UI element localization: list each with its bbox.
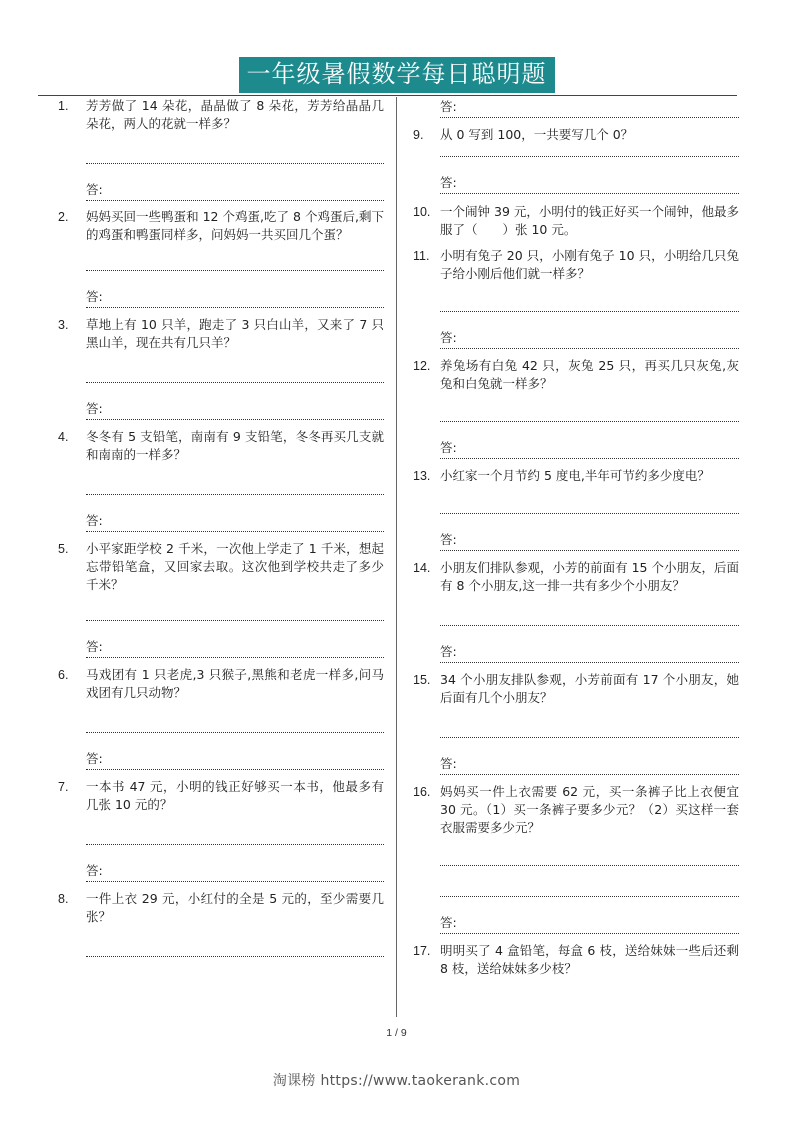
question-number: 13. [413,469,431,483]
question-number: 17. [413,944,431,958]
answer-label: 答: [86,289,103,304]
answer-line[interactable] [440,348,739,349]
answer-line[interactable] [86,494,384,495]
answer-label: 答: [86,182,103,197]
question-text: 小平家距学校 2 千米，一次他上学走了 1 千米，想起忘带铅笔盒，又回家去取。这次他到学校共走了多少千米？ [86,541,384,592]
right-column [409,97,739,978]
question-number: 8. [58,892,69,906]
question-text: 小明有兔子 20 只，小刚有兔子 10 只，小明给几只兔子给小刚后他们就一样多？ [440,248,739,281]
question-11 [409,247,739,283]
question-16 [409,783,739,837]
answer-line[interactable] [86,270,384,271]
question-text: 芳芳做了 14 朵花，晶晶做了 8 朵花，芳芳给晶晶几朵花，两人的花就一样多？ [86,98,384,131]
answer-line[interactable] [86,163,384,164]
answer-label: 答: [86,513,103,528]
question-3 [38,316,384,352]
question-text: 妈妈买一件上衣需要 62 元，买一条裤子比上衣便宜 30 元。（1）买一条裤子要多少元？（2）买这样一套衣服需要多少元？ [440,784,739,835]
question-text: 妈妈买回一些鸭蛋和 12 个鸡蛋,吃了 8 个鸡蛋后,剩下的鸡蛋和鸭蛋同样多，问妈妈一共买回几个蛋？ [86,209,384,242]
question-text: 明明买了 4 盒铅笔，每盒 6 枝，送给妹妹一些后还剩 8 枝，送给妹妹多少枝？ [440,943,739,976]
question-number: 3. [58,318,69,332]
answer-line[interactable] [440,421,739,422]
question-text: 从 0 写到 100，一共要写几个 0？ [440,127,634,142]
title-rule [38,95,737,96]
question-number: 16. [413,785,431,799]
answer-line[interactable] [440,625,739,626]
question-number: 6. [58,668,69,682]
question-13 [409,467,739,485]
question-text: 一件上衣 29 元，小红付的全是 5 元的，至少需要几张？ [86,891,384,924]
question-5 [38,540,384,594]
answer-line[interactable] [440,662,739,663]
question-text: 一本书 47 元，小明的钱正好够买一本书，他最多有几张 10 元的？ [86,779,384,812]
answer-line[interactable] [440,896,739,897]
question-text: 养兔场有白兔 42 只，灰兔 25 只，再买几只灰兔,灰兔和白兔就一样多？ [440,358,739,391]
answer-line[interactable] [86,732,384,733]
answer-line[interactable] [86,531,384,532]
question-2 [38,208,384,244]
question-9 [409,126,739,144]
answer-label: 答: [440,756,457,771]
question-number: 15. [413,673,431,687]
question-12 [409,357,739,393]
answer-line[interactable] [86,419,384,420]
question-number: 2. [58,210,69,224]
question-number: 1. [58,99,69,113]
answer-label: 答: [86,639,103,654]
answer-line[interactable] [86,769,384,770]
question-4 [38,428,384,464]
answer-label: 答: [440,175,457,190]
answer-line[interactable] [440,865,739,866]
title-wrap [0,57,793,93]
question-text: 34 个小朋友排队参观，小芳前面有 17 个小朋友，她后面有几个小朋友？ [440,672,739,705]
answer-label: 答: [440,644,457,659]
question-number: 7. [58,780,69,794]
left-column [38,97,384,957]
answer-line[interactable] [86,620,384,621]
answer-label: 答: [86,401,103,416]
answer-label: 答: [440,915,457,930]
question-number: 5. [58,542,69,556]
question-10 [409,203,739,239]
question-17 [409,942,739,978]
question-text: 冬冬有 5 支铅笔，南南有 9 支铅笔，冬冬再买几支就和南南的一样多？ [86,429,384,462]
question-text: 一个闹钟 39 元，小明付的钱正好买一个闹钟，他最多服了（ ）张 10 元。 [440,204,739,237]
answer-label: 答: [440,440,457,455]
question-text: 小朋友们排队参观，小芳的前面有 15 个小朋友，后面有 8 个小朋友,这一排一共有多少个小朋友？ [440,560,739,593]
answer-line[interactable] [440,550,739,551]
question-14 [409,559,739,595]
footer-watermark: 淘课榜 https://www.taokerank.com [272,1073,521,1089]
answer-line[interactable] [440,193,739,194]
question-number: 11. [413,249,430,263]
question-number: 14. [413,561,431,575]
question-number: 9. [413,128,424,142]
answer-label: 答: [440,99,457,114]
column-divider [396,97,397,1017]
question-number: 12. [413,359,431,373]
question-8 [38,890,384,926]
page-title: 一年级暑假数学每日聪明题 [239,57,555,93]
question-7 [38,778,384,814]
answer-line[interactable] [440,737,739,738]
page-number: 1 / 9 [386,1027,407,1039]
answer-label: 答: [86,863,103,878]
answer-line[interactable] [86,657,384,658]
answer-line[interactable] [440,774,739,775]
answer-line[interactable] [440,117,739,118]
question-text: 马戏团有 1 只老虎,3 只猴子,黑熊和老虎一样多,问马戏团有几只动物？ [86,667,384,700]
answer-label: 答: [440,330,457,345]
question-15 [409,671,739,707]
answer-line[interactable] [440,458,739,459]
answer-line[interactable] [440,311,739,312]
answer-line[interactable] [86,881,384,882]
question-1 [38,97,384,133]
answer-line[interactable] [86,382,384,383]
answer-line[interactable] [440,933,739,934]
question-number: 4. [58,430,69,444]
question-text: 小红家一个月节约 5 度电,半年可节约多少度电？ [440,468,710,483]
question-text: 草地上有 10 只羊，跑走了 3 只白山羊，又来了 7 只黑山羊，现在共有几只羊？ [86,317,384,350]
answer-label: 答: [440,532,457,547]
answer-line[interactable] [440,156,739,157]
question-number: 10. [413,205,431,219]
answer-line[interactable] [86,956,384,957]
answer-line[interactable] [86,844,384,845]
answer-line[interactable] [86,307,384,308]
answer-line[interactable] [440,513,739,514]
answer-label: 答: [86,751,103,766]
question-6 [38,666,384,702]
answer-line[interactable] [86,200,384,201]
